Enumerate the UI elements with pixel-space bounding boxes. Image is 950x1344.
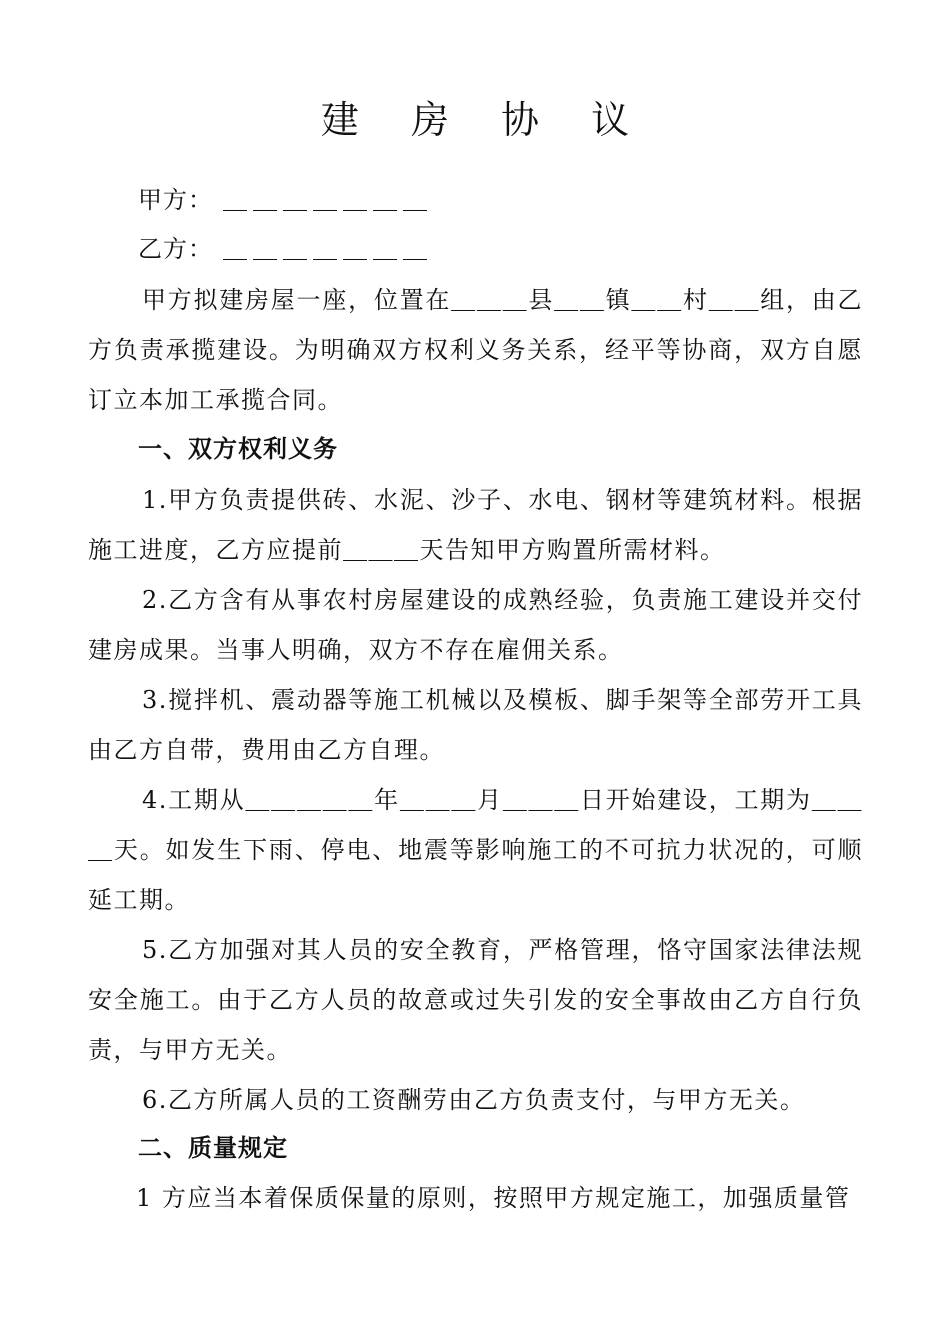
section-heading-rights: 一、双方权利义务 [138, 435, 338, 463]
party-a-label: 甲方： [138, 186, 213, 214]
clause-6: 6.乙方所属人员的工资酬劳由乙方负责支付，与甲方无关。 [142, 1086, 806, 1114]
clause-5: 5.乙方加强对其人员的安全教育，严格管理，恪守国家法律法规安全施工。由于乙方人员的故意或过失引发的安全事故由乙方自行负责，与甲方无关。 [88, 936, 863, 1064]
party-b-blank: ＿＿＿＿＿＿＿ [223, 235, 433, 263]
clause-4: 4.工期从＿＿＿＿＿年＿＿＿月＿＿＿日开始建设，工期为＿＿＿天。如发生下雨、停电、地震等影响施工的不可抗力状况的，可顺延工期。 [88, 786, 863, 914]
clause-1: 1.甲方负责提供砖、水泥、沙子、水电、钢材等建筑材料。根据施工进度，乙方应提前＿＿＿天告知甲方购置所需材料。 [88, 486, 863, 564]
section-heading-quality: 二、质量规定 [138, 1134, 288, 1162]
document-title: 建 房 协 议 [320, 98, 650, 142]
intro-paragraph: 甲方拟建房屋一座，位置在＿＿＿县＿＿镇＿＿村＿＿组，由乙方负责承揽建设。为明确双方权利义务关系，经平等协商，双方自愿订立本加工承揽合同。 [88, 286, 863, 414]
party-b-label: 乙方： [138, 235, 213, 263]
party-b-line [138, 232, 433, 266]
clause-2: 2.乙方含有从事农村房屋建设的成熟经验，负责施工建设并交付建房成果。当事人明确，双方不存在雇佣关系。 [88, 586, 863, 664]
party-a-blank: ＿＿＿＿＿＿＿ [223, 186, 433, 214]
quality-clause-1: 1 方应当本着保质保量的原则，按照甲方规定施工，加强质量管 [136, 1184, 851, 1212]
clause-3: 3.搅拌机、震动器等施工机械以及模板、脚手架等全部劳开工具由乙方自带，费用由乙方自理。 [88, 686, 863, 764]
party-a-line [138, 183, 433, 217]
